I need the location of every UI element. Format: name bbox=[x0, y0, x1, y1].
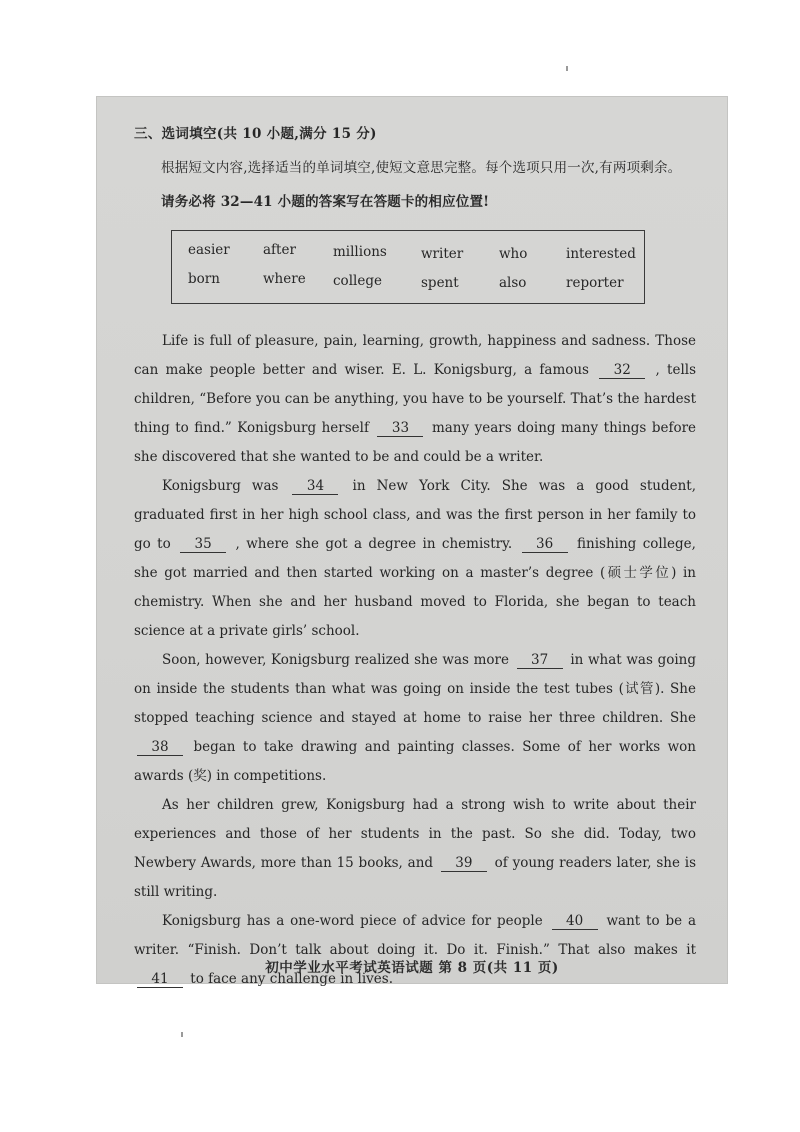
instruction: 根据短文内容,选择适当的单词填空,使短文意思完整。每个选项只用一次,有两项剩余。 bbox=[161, 160, 682, 176]
passage-text: Life is full of pleasure, pain, learning, growth, happiness and sadness. Those can make people better and wiser. E. L. Konigsburg, a famous bbox=[134, 333, 696, 378]
answer-blank-37: 37 bbox=[517, 652, 563, 669]
exam-sheet bbox=[96, 96, 728, 987]
answer-blank-39: 39 bbox=[441, 855, 487, 872]
word-bank-item: interested bbox=[566, 246, 636, 262]
answer-blank-32: 32 bbox=[599, 362, 645, 379]
passage-text: Konigsburg has a one-word piece of advice for people bbox=[162, 913, 543, 929]
word-bank-item: spent bbox=[421, 275, 459, 291]
passage-text: Soon, however, Konigsburg realized she was more bbox=[162, 652, 509, 668]
passage-text: finishing college, she got married and then started working on a master’s degree (硕士学位) in chemistry. When she and her husband moved to Florida, she began to teach science at a private girls’ school. bbox=[134, 536, 696, 639]
passage-text: in what was going on inside the students than what was going on inside the test tubes (试管). She stopped teaching science and stayed at home to raise her three children. She bbox=[134, 652, 696, 726]
scan-speck bbox=[181, 1032, 183, 1037]
answer-blank-33: 33 bbox=[377, 420, 423, 437]
answer-blank-34: 34 bbox=[292, 478, 338, 495]
answer-blank-41: 41 bbox=[137, 971, 183, 988]
passage-text: to face any challenge in lives. bbox=[190, 971, 394, 987]
word-bank-item: who bbox=[499, 246, 528, 262]
passage bbox=[134, 327, 696, 994]
passage-text: , where she got a degree in chemistry. bbox=[235, 536, 513, 552]
word-bank-item: born bbox=[188, 271, 220, 287]
passage-text: began to take drawing and painting classes. Some of her works won awards (奖) in competitions. bbox=[134, 739, 696, 784]
word-bank-item: writer bbox=[421, 246, 464, 262]
answer-blank-35: 35 bbox=[180, 536, 226, 553]
passage-text: , tells children, “Before you can be anything, you have to be yourself. That’s the hardest thing to find.” Konigsburg herself bbox=[134, 362, 697, 436]
word-bank-item: reporter bbox=[566, 275, 624, 291]
answer-blank-40: 40 bbox=[552, 913, 598, 930]
answer-blank-38: 38 bbox=[137, 739, 183, 756]
passage-paragraph bbox=[134, 472, 696, 646]
page-footer: 初中学业水平考试英语试题 第 8 页(共 11 页) bbox=[265, 960, 559, 976]
word-bank-item: after bbox=[263, 242, 296, 258]
passage-paragraph bbox=[134, 791, 696, 907]
section-title: 三、选词填空(共 10 小题,满分 15 分) bbox=[134, 126, 377, 142]
word-bank-item: easier bbox=[188, 242, 230, 258]
passage-text: As her children grew, Konigsburg had a strong wish to write about their experiences and those of her students in the past. So she did. Today, two Newbery Awards, more than 15 books, and bbox=[134, 797, 696, 871]
passage-text: many years doing many things before she discovered that she wanted to be and could be a writer. bbox=[134, 420, 697, 465]
sheet-content bbox=[134, 122, 696, 994]
word-bank-item: college bbox=[333, 273, 382, 289]
word-bank-item: millions bbox=[333, 244, 387, 260]
word-bank-item: also bbox=[499, 275, 527, 291]
scan-speck bbox=[566, 66, 568, 71]
passage-paragraph bbox=[134, 646, 696, 791]
passage-text: in New York City. She was a good student, graduated first in her high school class, and was the first person in her family to go to bbox=[134, 478, 697, 552]
instruction-answer-sheet: 请务必将 32—41 小题的答案写在答题卡的相应位置! bbox=[161, 194, 490, 210]
passage-text: Konigsburg was bbox=[162, 478, 279, 494]
passage-text: of young readers later, she is still writing. bbox=[134, 855, 696, 900]
word-bank-box bbox=[171, 230, 645, 304]
answer-blank-36: 36 bbox=[522, 536, 568, 553]
passage-text: want to be a writer. “Finish. Don’t talk about doing it. Do it. Finish.” That also makes it bbox=[134, 913, 697, 958]
passage-paragraph bbox=[134, 327, 696, 472]
passage-paragraph bbox=[134, 907, 696, 994]
word-bank-item: where bbox=[263, 271, 306, 287]
